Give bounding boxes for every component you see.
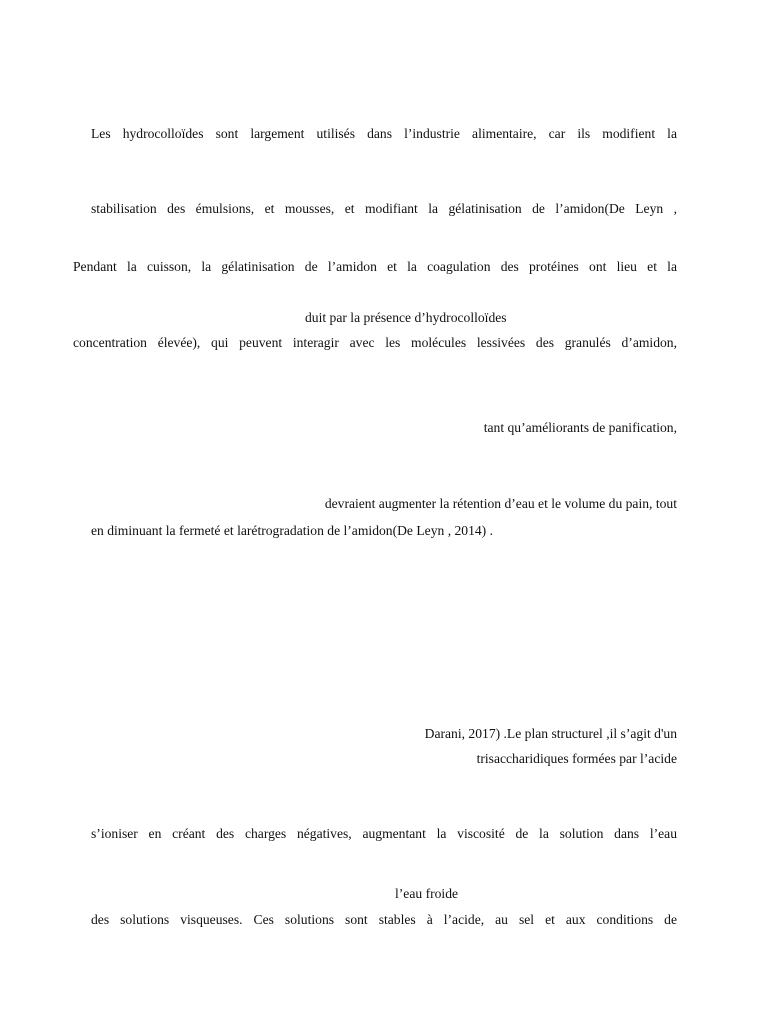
text-line: Darani, 2017) .Le plan structurel ,il s’agit d'un <box>424 726 677 741</box>
text-line: des solutions visqueuses. Ces solutions sont stables à l’acide, au sel et aux conditions de <box>91 912 677 927</box>
text-line: en diminuant la fermeté et larétrogradation de l’amidon(De Leyn , 2014) . <box>91 523 493 538</box>
text-line: Pendant la cuisson, la gélatinisation de l’amidon et la coagulation des protéines ont lieu et la <box>73 259 677 274</box>
text-line: stabilisation des émulsions, et mousses, et modifiant la gélatinisation de l’amidon(De Leyn , <box>91 201 677 216</box>
text-line: duit par la présence d’hydrocolloïdes <box>305 310 507 325</box>
text-line: l’eau froide <box>395 886 459 901</box>
text-line: tant qu’améliorants de panification, <box>483 420 677 435</box>
text-line: s’ioniser en créant des charges négatives, augmentant la viscosité de la solution dans l’eau <box>91 826 677 841</box>
text-line: Les hydrocolloïdes sont largement utilisés dans l’industrie alimentaire, car ils modifient la <box>91 126 677 141</box>
text-line: devraient augmenter la rétention d’eau et le volume du pain, tout <box>324 496 677 511</box>
text-line: trisaccharidiques formées par l’acide <box>476 751 677 766</box>
text-line: concentration élevée), qui peuvent interagir avec les molécules lessivées des granulés d’amidon, <box>73 335 677 350</box>
